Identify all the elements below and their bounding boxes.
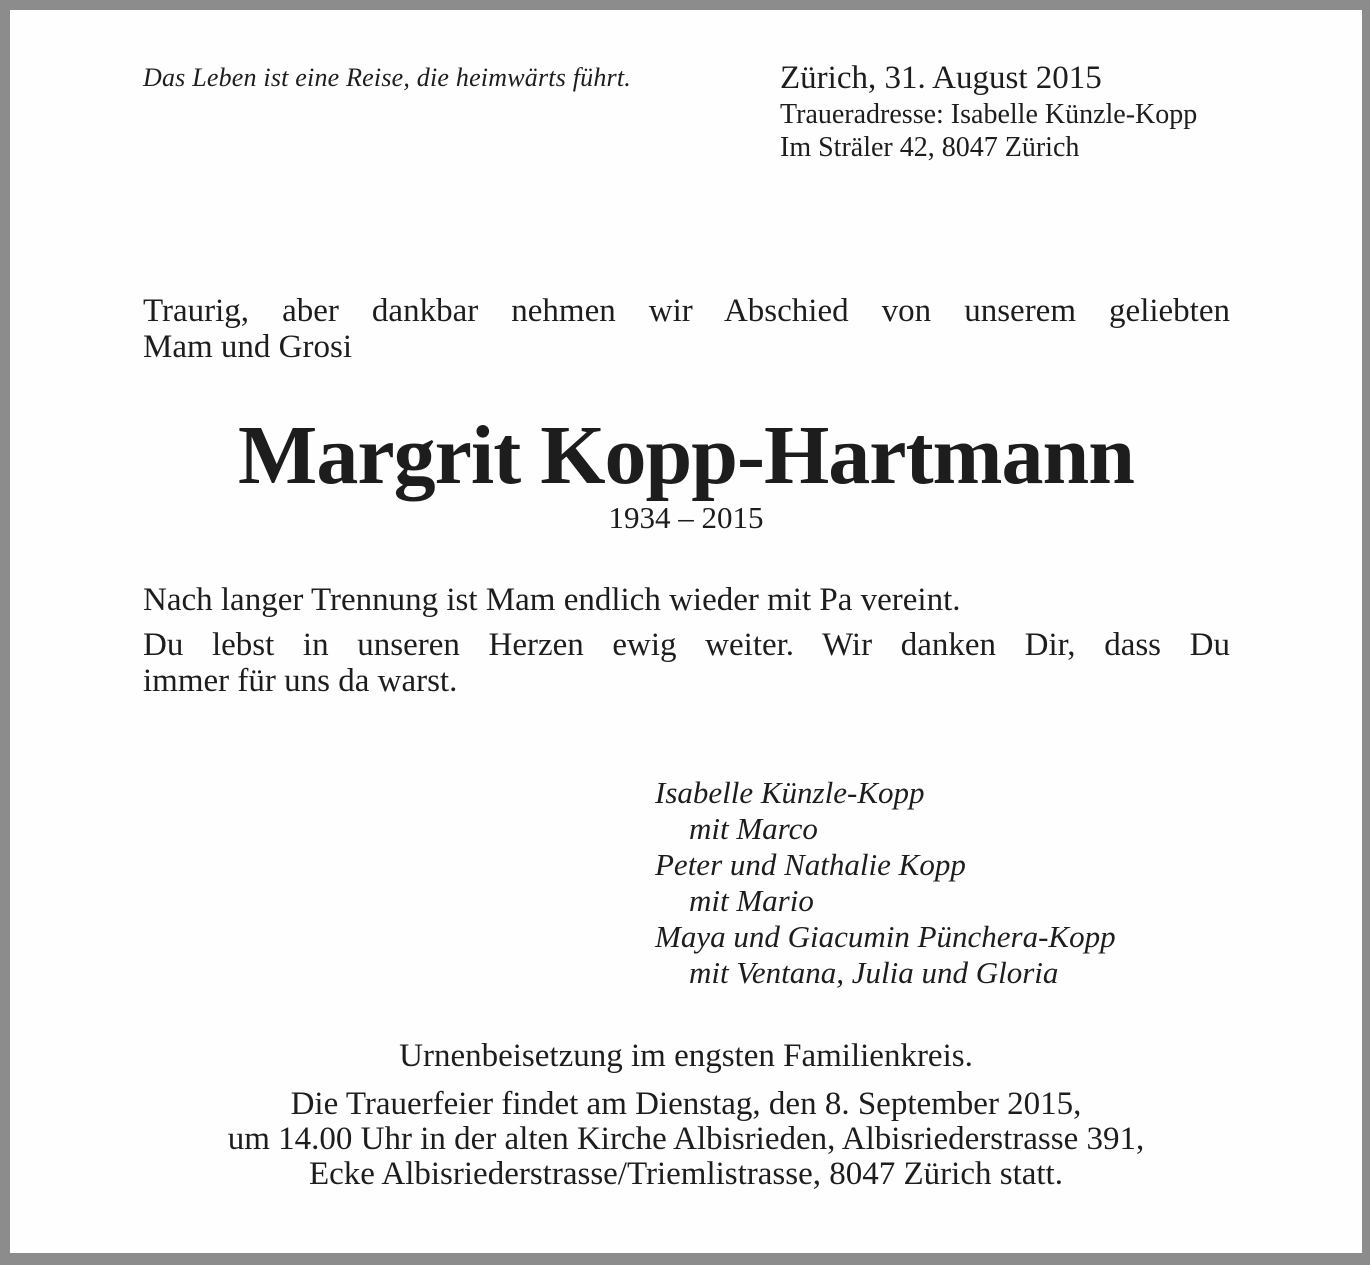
dateline: Zürich, 31. August 2015 <box>780 60 1102 96</box>
family-names: Maya und Giacumin Pünchera-Kopp <box>655 919 1116 954</box>
family-signatures <box>655 775 1116 991</box>
life-years: 1934 – 2015 <box>608 500 764 535</box>
funeral-urn-line: Urnenbeisetzung im engsten Familienkreis. <box>399 1038 973 1074</box>
funeral-line-4: Ecke Albisriederstrasse/Triemlistrasse, 8047 Zürich statt. <box>309 1156 1063 1192</box>
family-children: mit Marco <box>689 811 818 846</box>
mourning-address-line-2: Im Sträler 42, 8047 Zürich <box>780 132 1080 163</box>
intro-paragraph <box>143 293 1230 365</box>
message-line-2: Du lebst in unseren Herzen ewig weiter. Wir danken Dir, dass Du <box>143 627 1230 663</box>
funeral-line-3: um 14.00 Uhr in der alten Kirche Albisrieden, Albisriederstrasse 391, <box>227 1121 1145 1157</box>
family-names: Peter und Nathalie Kopp <box>655 847 966 882</box>
mourning-address-block <box>780 58 1197 164</box>
funeral-service-block <box>10 1087 1362 1192</box>
family-children: mit Ventana, Julia und Gloria <box>689 955 1059 990</box>
epigraph-quote: Das Leben ist eine Reise, die heimwärts führt. <box>143 63 631 92</box>
intro-line-2: Mam und Grosi <box>143 329 352 365</box>
family-names: Isabelle Künzle-Kopp <box>655 775 925 810</box>
message-line-1: Nach langer Trennung ist Mam endlich wieder mit Pa vereint. <box>143 582 961 618</box>
family-children: mit Mario <box>689 883 814 918</box>
deceased-name-headline: Margrit Kopp-Hartmann <box>238 409 1134 502</box>
obituary-page <box>10 10 1362 1253</box>
funeral-line-2: Die Trauerfeier findet am Dienstag, den 8. September 2015, <box>290 1086 1082 1122</box>
message-paragraphs <box>143 582 1230 699</box>
intro-line-1: Traurig, aber dankbar nehmen wir Abschied von unserem geliebten <box>143 293 1230 329</box>
mourning-address-line-1: Traueradresse: Isabelle Künzle-Kopp <box>780 99 1198 130</box>
message-line-3: immer für uns da warst. <box>143 663 458 699</box>
